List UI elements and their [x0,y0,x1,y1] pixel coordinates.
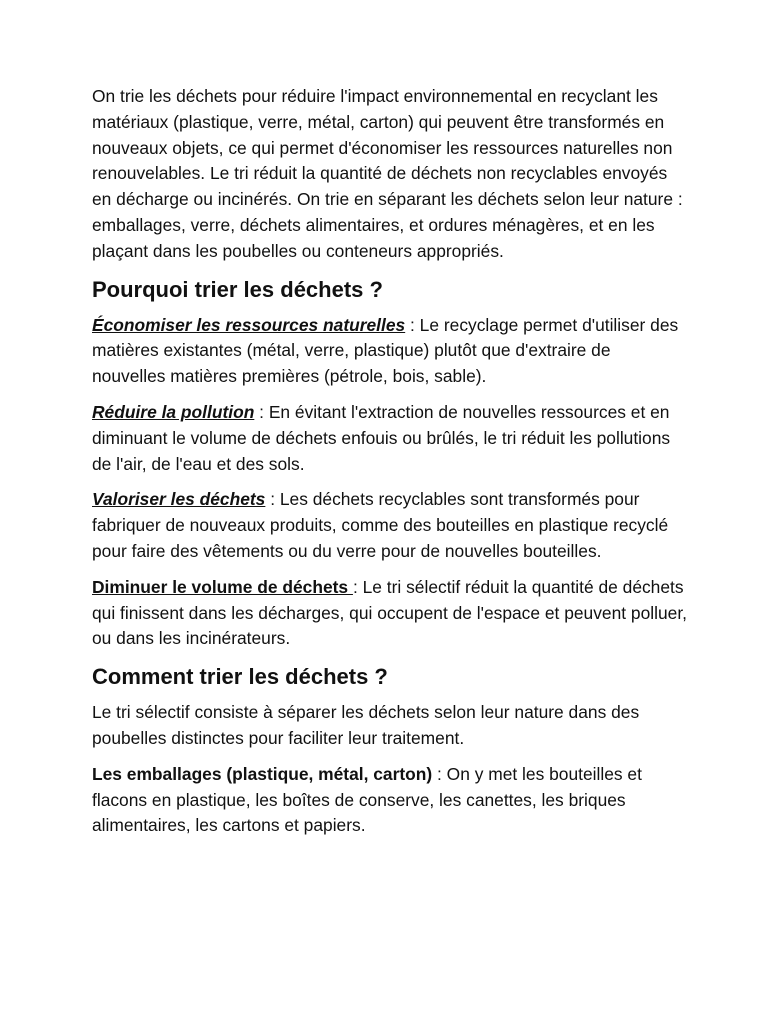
category-term: Les emballages (plastique, métal, carton) [92,763,433,784]
reason-paragraph [92,400,688,477]
reason-text: : En évitant l'extraction de nouvelles ressources et en diminuant le volume de déchets enfouis ou brûlés, le tri réduit les pollutions de l'air, de l'eau et des sols. [92,401,671,474]
reason-paragraph [92,575,688,652]
reason-paragraph [92,313,688,390]
section-heading-pourquoi: Pourquoi trier les déchets ? [92,276,383,302]
section-intro-paragraph: Le tri sélectif consiste à séparer les déchets selon leur nature dans des poubelles distinctes pour faciliter leur traitement. [92,702,640,748]
reason-text: : Les déchets recyclables sont transformés pour fabriquer de nouveaux produits, comme des bouteilles en plastique recyclé pour faire des vêtements ou du verre pour de nouvelles bouteilles. [92,489,669,561]
category-paragraph [92,762,688,839]
category-text: : On y met les bouteilles et flacons en plastique, les boîtes de conserve, les canettes, les briques alimentaires, les cartons et papiers. [92,763,642,836]
section-heading-comment: Comment trier les déchets ? [92,664,388,690]
reason-text: : Le recyclage permet d'utiliser des matières existantes (métal, verre, plastique) plutôt que d'extraire de nouvelles matières premières (pétrole, bois, sable). [92,314,679,387]
intro-paragraph: On trie les déchets pour réduire l'impact environnemental en recyclant les matériaux (plastique, verre, métal, carton) qui peuvent être transformés en nouveaux objets, ce qui permet d'économiser les ressources naturelles non renouvelables. Le tri réduit la quantité de déchets non recyclables envoyés en décharge ou incinérés. On trie en séparant les déchets selon leur nature : emballages, verre, déchets alimentaires, et ordures ménagères, et en les plaçant dans les poubelles ou conteneurs appropriés. [92,86,683,261]
reason-paragraph [92,487,688,564]
reason-term: Économiser les ressources naturelles [92,314,406,335]
reason-text: : Le tri sélectif réduit la quantité de déchets qui finissent dans les décharges, qui occupent de l'espace et peuvent polluer, ou dans les incinérateurs. [92,576,688,649]
reason-term: Diminuer le volume de déchets [92,576,353,597]
reason-term: Réduire la pollution [92,401,255,422]
reason-term: Valoriser les déchets [92,489,266,510]
